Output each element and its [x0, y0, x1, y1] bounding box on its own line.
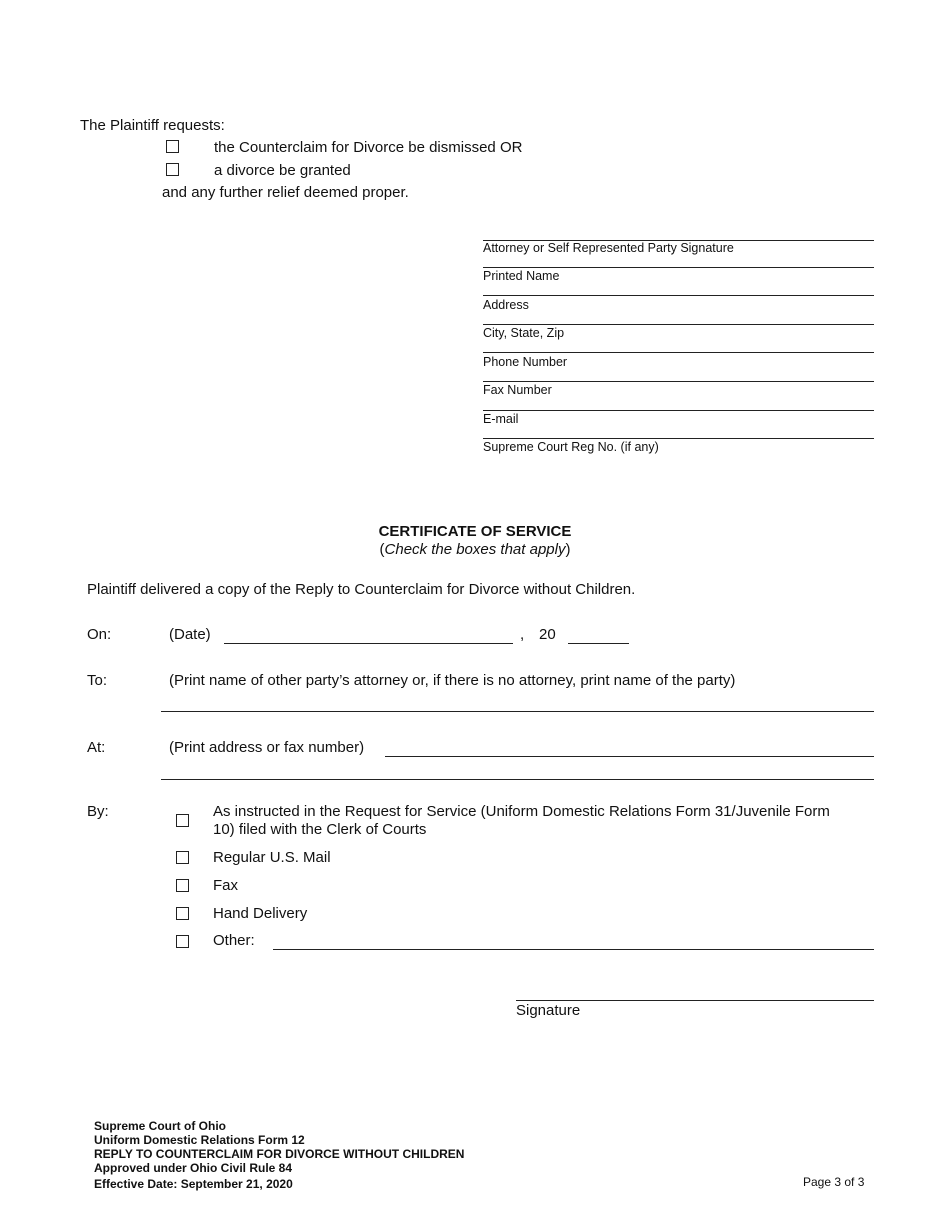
requests-heading: The Plaintiff requests:: [80, 117, 225, 134]
by-label: By:: [87, 803, 109, 820]
certificate-title: CERTIFICATE OF SERVICE: [378, 523, 572, 540]
dismiss-checkbox[interactable]: [166, 140, 179, 153]
recipient-name-line[interactable]: [161, 711, 874, 712]
subtitle-close-paren: ): [565, 541, 571, 558]
at-instruction: (Print address or fax number): [169, 739, 365, 756]
other-method-label: Other:: [213, 932, 255, 949]
request-for-service-label-line1: As instructed in the Request for Service (Uniform Domestic Relations Form 31/Juvenile Form: [213, 803, 830, 820]
subtitle-instruction: Check the boxes that apply: [384, 541, 566, 558]
grant-option-label: a divorce be granted: [214, 162, 351, 179]
date-comma: ,: [520, 626, 525, 643]
request-for-service-label-line2: 10) filed with the Clerk of Courts: [213, 821, 427, 838]
fax-method-label: Fax: [213, 877, 239, 894]
address-fax-input-line[interactable]: [385, 756, 874, 757]
city-state-zip-line[interactable]: [483, 324, 874, 325]
address-label: Address: [483, 298, 529, 312]
request-for-service-checkbox[interactable]: [176, 814, 189, 827]
page-number: Page 3 of 3: [803, 1175, 865, 1189]
certificate-subtitle: [0, 541, 950, 558]
at-label: At:: [87, 739, 106, 756]
reg-no-label: Supreme Court Reg No. (if any): [483, 440, 659, 454]
regular-mail-checkbox[interactable]: [176, 851, 189, 864]
further-relief-text: and any further relief deemed proper.: [162, 184, 409, 201]
fax-checkbox[interactable]: [176, 879, 189, 892]
certificate-signature-label: Signature: [516, 1002, 581, 1019]
address-line[interactable]: [483, 295, 874, 296]
printed-name-label: Printed Name: [483, 269, 560, 283]
phone-label: Phone Number: [483, 355, 568, 369]
to-instruction: (Print name of other party’s attorney or, if there is no attorney, print name of the party): [169, 672, 736, 689]
phone-line[interactable]: [483, 352, 874, 353]
to-label: To:: [87, 672, 108, 689]
grant-divorce-checkbox[interactable]: [166, 163, 179, 176]
fax-label: Fax Number: [483, 383, 552, 397]
printed-name-line[interactable]: [483, 267, 874, 268]
footer-approval: Approved under Ohio Civil Rule 84: [94, 1161, 293, 1175]
footer-form-number: Uniform Domestic Relations Form 12: [94, 1133, 305, 1147]
other-method-input-line[interactable]: [273, 949, 874, 950]
date-input-line[interactable]: [224, 643, 513, 644]
form-footer: [94, 1119, 464, 1191]
hand-delivery-label: Hand Delivery: [213, 905, 308, 922]
footer-form-title: REPLY TO COUNTERCLAIM FOR DIVORCE WITHOUT CHILDREN: [94, 1147, 465, 1161]
regular-mail-label: Regular U.S. Mail: [213, 849, 331, 866]
footer-court: Supreme Court of Ohio: [94, 1119, 226, 1133]
signature-field-label: Attorney or Self Represented Party Signature: [483, 241, 734, 255]
year-input-line[interactable]: [568, 643, 629, 644]
reg-no-line[interactable]: [483, 438, 874, 439]
other-method-checkbox[interactable]: [176, 935, 189, 948]
city-state-zip-label: City, State, Zip: [483, 326, 565, 340]
delivery-statement: Plaintiff delivered a copy of the Reply to Counterclaim for Divorce without Children.: [87, 581, 636, 598]
email-label: E-mail: [483, 412, 519, 426]
address-continuation-line[interactable]: [161, 779, 874, 780]
certificate-signature-line[interactable]: [516, 1000, 874, 1001]
fax-line[interactable]: [483, 381, 874, 382]
footer-effective-date: Effective Date: September 21, 2020: [94, 1177, 293, 1191]
email-line[interactable]: [483, 410, 874, 411]
year-prefix: 20: [539, 626, 556, 643]
on-label: On:: [87, 626, 112, 643]
subtitle-open-paren: (: [379, 541, 385, 558]
dismiss-option-label: the Counterclaim for Divorce be dismissed OR: [214, 139, 523, 156]
hand-delivery-checkbox[interactable]: [176, 907, 189, 920]
date-label: (Date): [169, 626, 211, 643]
